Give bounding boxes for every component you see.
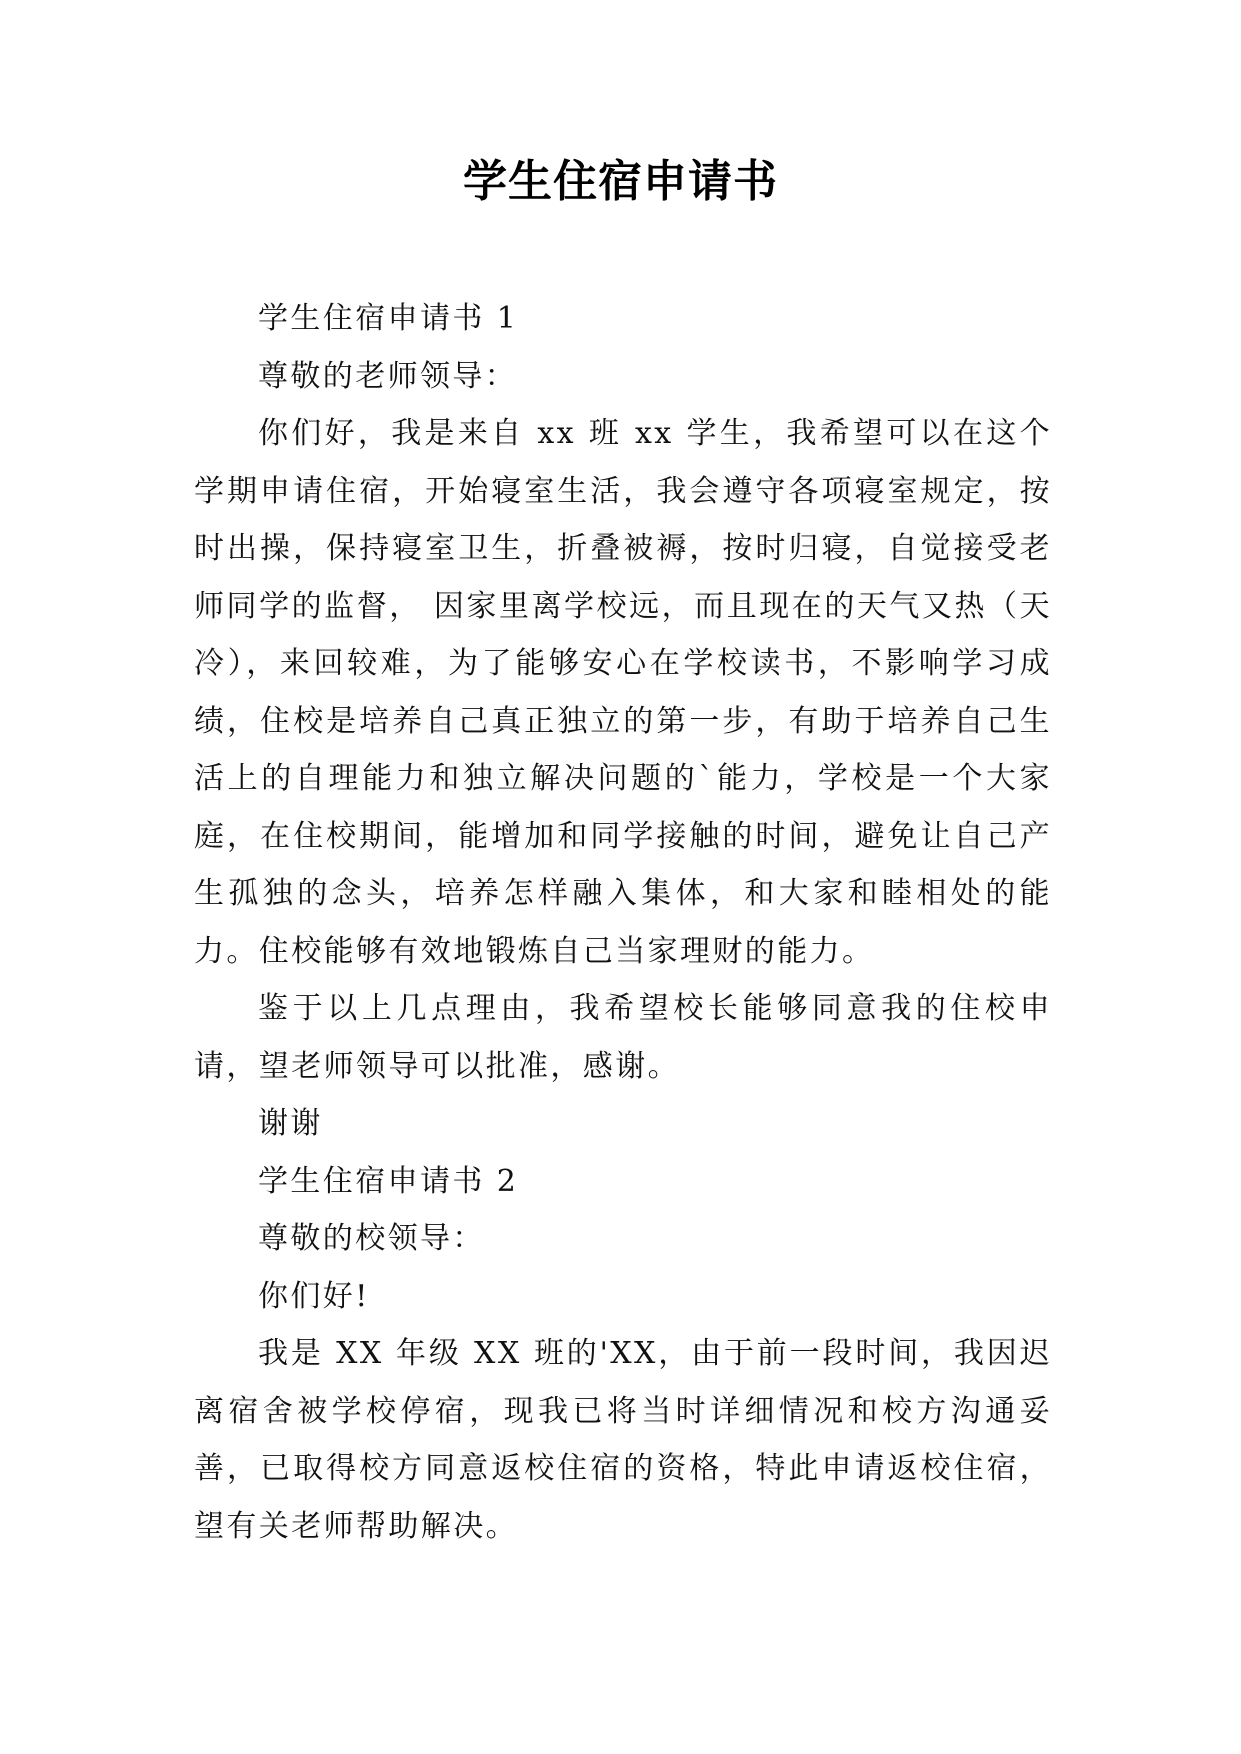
section-heading-1: 学生住宿申请书 1 [258,301,519,336]
greeting: 你们好! [258,1278,370,1314]
body-paragraph: 你们好，我是来自 xx 班 xx 学生，我希望可以在这个学期申请住宿，开始寝室生活，我会遵守各项寝室规定，按时出操，保持寝室卫生，折叠被褥，按时归寝，自觉接受老师同学的监督， 因家里离学校远，而且现在的天气又热（天冷），来回较难，为了能够安心在学校读书，不影响学习成绩，住校是培养自己真正独立的第一步，有助于培养自己生活上的自理能力和独立解决问题的`能力，学校是一个大家庭，在住校期间，能增加和同学接触的时间，避免让自己产生孤独的念头，培养怎样融入集体，和大家和睦相处的能力。住校能够有效地锻炼自己当家理财的能力。 [194,416,1052,969]
body-paragraph: 鉴于以上几点理由，我希望校长能够同意我的住校申请，望老师领导可以批准，感谢。 [194,991,1052,1084]
salutation-1: 尊敬的老师领导： [258,358,518,394]
salutation-2: 尊敬的校领导： [258,1221,485,1256]
body-paragraph: 我是 XX 年级 XX 班的'XX，由于前一段时间，我因迟离宿舍被学校停宿，现我已将当时详细情况和校方沟通妥善，已取得校方同意返校住宿的资格，特此申请返校住宿，望有关老师帮助解决。 [194,1336,1052,1544]
section-heading-2: 学生住宿申请书 2 [258,1163,519,1199]
closing-thanks: 谢谢 [258,1106,323,1141]
document-title: 学生住宿申请书 [463,156,778,207]
document-body [194,290,1052,1555]
